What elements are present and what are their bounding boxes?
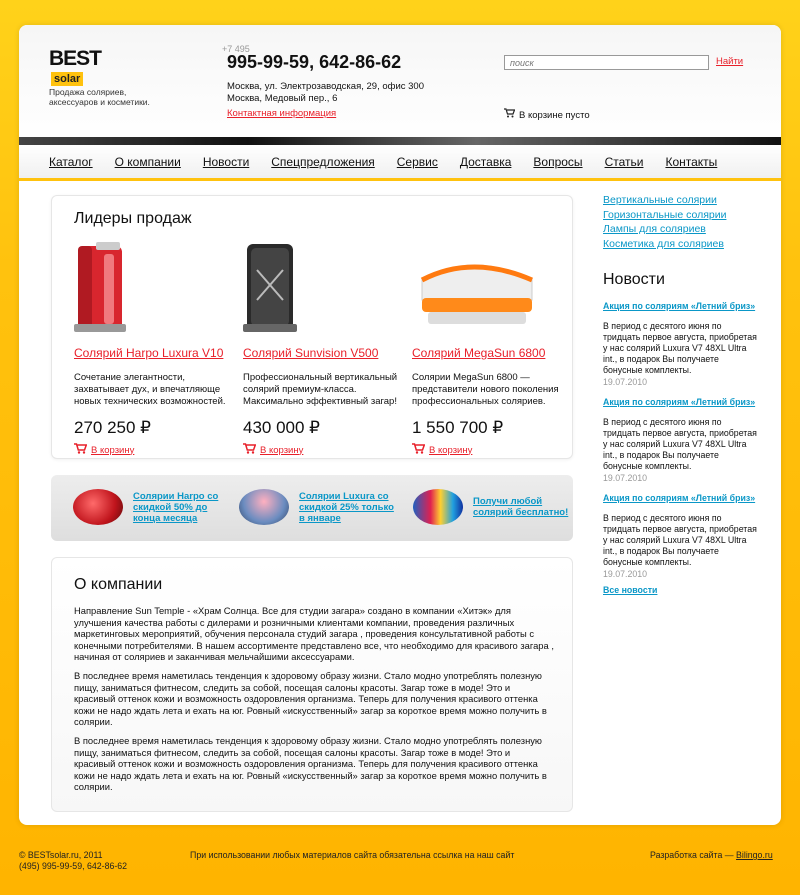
cart-status[interactable] xyxy=(504,108,590,121)
cart-icon xyxy=(243,443,256,457)
address xyxy=(227,81,424,105)
sidebar-item-vertical[interactable]: Вертикальные солярии xyxy=(603,194,717,206)
promo-image xyxy=(73,489,123,525)
product-title[interactable]: Солярий Sunvision V500 xyxy=(243,346,379,360)
search-input[interactable] xyxy=(504,55,709,70)
promo-link[interactable]: Получи любой солярий бесплатно! xyxy=(473,496,569,518)
product-price: 270 250 ₽ xyxy=(74,418,151,437)
promo-banner xyxy=(51,475,573,541)
nav-item-catalog[interactable]: Каталог xyxy=(49,154,93,169)
news-item xyxy=(603,493,758,579)
promo-item[interactable] xyxy=(239,489,395,525)
add-to-cart-label: В корзину xyxy=(429,444,473,456)
product-price: 1 550 700 ₽ xyxy=(412,418,504,437)
address-line-1: Москва, ул. Электрозаводская, 29, офис 300 xyxy=(227,81,424,92)
promo-item[interactable] xyxy=(73,489,229,525)
product-card xyxy=(412,240,577,457)
add-to-cart-button[interactable] xyxy=(243,443,408,457)
about-paragraph: Направление Sun Temple - «Храм Солнца. Все для студии загара» создано в компании «Хитэк» для улучшения качества работы с дилерами и розничными клиентами компании, проведения различных маркетинговых мероприятий, обучения персонала студий загара , проведения консультативной работы с конечными потребителями. В нашем ассортименте представлено все, что необходимо для красивого загара , начиная от соляриев и заканчивая мельчайшими аксессуарами. xyxy=(74,605,554,663)
add-to-cart-button[interactable] xyxy=(412,443,577,457)
news-headline[interactable]: Акция по соляриям «Летний бриз» xyxy=(603,493,756,503)
product-card xyxy=(74,240,239,457)
footer-copyright-line: © BESTsolar.ru, 2011 xyxy=(19,850,103,860)
nav-item-service[interactable]: Сервис xyxy=(396,154,438,169)
about-section xyxy=(51,557,573,812)
footer-phones: (495) 995-99-59, 642-86-62 xyxy=(19,861,128,871)
about-title: О компании xyxy=(74,576,163,593)
news-headline[interactable]: Акция по соляриям «Летний бриз» xyxy=(603,397,756,407)
address-line-2: Москва, Медовый пер., 6 xyxy=(227,93,338,104)
header-strip xyxy=(19,137,781,145)
product-image[interactable] xyxy=(74,240,239,336)
footer-notice: При использовании любых материалов сайта обязательна ссылка на наш сайт xyxy=(190,850,515,860)
nav-item-articles[interactable]: Статьи xyxy=(604,154,644,169)
product-description: Сочетание элегантности, захватывает дух, и впечатляюще новых технических возможностей. xyxy=(74,372,226,407)
news-title: Новости xyxy=(603,271,665,288)
header xyxy=(19,25,781,143)
main-nav xyxy=(19,145,781,181)
cart-icon xyxy=(74,443,87,457)
nav-item-offers[interactable]: Спецпредложения xyxy=(271,154,375,169)
contact-info-link[interactable]: Контактная информация xyxy=(227,108,337,119)
sidebar-categories xyxy=(603,193,726,251)
product-card xyxy=(243,240,408,457)
product-image[interactable] xyxy=(243,240,408,336)
promo-image xyxy=(239,489,289,525)
news-body: В период с десятого июня по тридцать первое августа, приобретая у нас солярий Luxura V7 48XL Ultra int., в подарок Вы получаете бонусные комплекты. xyxy=(603,417,757,471)
cart-icon xyxy=(504,108,515,121)
nav-item-contacts[interactable]: Контакты xyxy=(665,154,718,169)
news-item xyxy=(603,397,758,483)
product-title[interactable]: Солярий Harpo Luxura V10 xyxy=(74,346,224,360)
nav-item-news[interactable]: Новости xyxy=(202,154,250,169)
cart-text: В корзине пусто xyxy=(519,110,590,121)
product-price: 430 000 ₽ xyxy=(243,418,320,437)
phone-numbers: 995-99-59, 642-86-62 xyxy=(227,52,402,72)
add-to-cart-label: В корзину xyxy=(91,444,135,456)
add-to-cart-button[interactable] xyxy=(74,443,239,457)
developer-link[interactable]: Bilingo.ru xyxy=(736,850,773,860)
news-body: В период с десятого июня по тридцать первое августа, приобретая у нас солярий Luxura V7 48XL Ultra int., в подарок Вы получаете бонусные комплекты. xyxy=(603,321,757,375)
cart-icon xyxy=(412,443,425,457)
news-date: 19.07.2010 xyxy=(603,377,648,387)
about-text xyxy=(74,605,554,800)
promo-link[interactable]: Солярии Luxura со скидкой 25% только в январе xyxy=(299,490,394,524)
sidebar-item-lamps[interactable]: Лампы для соляриев xyxy=(603,223,706,235)
sidebar-item-horizontal[interactable]: Горизонтальные солярии xyxy=(603,208,727,221)
news-headline[interactable]: Акция по соляриям «Летний бриз» xyxy=(603,301,756,311)
nav-item-delivery[interactable]: Доставка xyxy=(459,154,512,169)
search-button[interactable]: Найти xyxy=(716,56,744,67)
news-date: 19.07.2010 xyxy=(603,473,648,483)
footer-dev-prefix: Разработка сайта — xyxy=(650,850,737,860)
all-news-link[interactable]: Все новости xyxy=(603,585,658,595)
sidebar-item-cosmetics[interactable]: Косметика для соляриев xyxy=(603,237,724,250)
logo-best: BEST xyxy=(49,47,102,70)
footer-copyright xyxy=(19,850,127,872)
news-list xyxy=(603,301,758,589)
product-description: Профессиональный вертикальный солярий премиум-класса. Максимально эффективный загар! xyxy=(243,372,398,407)
slogan: Продажа соляриев, аксессуаров и косметики. xyxy=(49,87,150,107)
nav-item-faq[interactable]: Вопросы xyxy=(533,154,583,169)
nav-item-about[interactable]: О компании xyxy=(114,154,181,169)
page-container xyxy=(19,25,781,825)
bestsellers-box xyxy=(51,195,573,459)
about-paragraph: В последнее время наметилась тенденция к здоровому образу жизни. Стало модно употреблять полезную пищу, заниматься фитнесом, следить за собой, посещая салоны красоты. Загар тоже в моде! Это и красивый оттенок кожи и возможность оздоровления организма. Теперь для получения красивого оттенка кожи не надо ждать лета и ехать на юг. Ровный «искусственный» загар за короткое время можно получить в солярии. xyxy=(74,734,547,793)
add-to-cart-label: В корзину xyxy=(260,444,304,456)
product-description: Солярии MegaSun 6800 — представители нового поколения профессиональных соляриев. xyxy=(412,372,559,407)
product-image[interactable] xyxy=(412,240,577,336)
promo-item[interactable] xyxy=(413,489,569,525)
logo[interactable] xyxy=(49,49,111,89)
promo-link[interactable]: Солярии Harpo со скидкой 50% до конца месяца xyxy=(133,490,219,524)
news-body: В период с десятого июня по тридцать первое августа, приобретая у нас солярий Luxura V7 48XL Ultra int., в подарок Вы получаете бонусные комплекты. xyxy=(603,513,757,567)
bestsellers-title: Лидеры продаж xyxy=(74,210,192,227)
promo-image xyxy=(413,489,463,525)
about-paragraph: В последнее время наметилась тенденция к здоровому образу жизни. Стало модно употреблять полезную пищу, заниматься фитнесом, следить за собой, посещая салоны красоты. Загар тоже в моде! Это и красивый оттенок кожи и возможность оздоровления организма. Теперь для получения красивого оттенка кожи не надо ждать лета и ехать на юг. Ровный «искусственный» загар за короткое время можно получить в солярии. xyxy=(74,669,547,728)
logo-solar: solar xyxy=(51,72,83,86)
phone-prefix: +7 495 xyxy=(222,44,250,54)
footer-developer xyxy=(650,850,773,860)
news-item xyxy=(603,301,758,387)
news-date: 19.07.2010 xyxy=(603,569,648,579)
product-title[interactable]: Солярий MegaSun 6800 xyxy=(412,346,546,360)
